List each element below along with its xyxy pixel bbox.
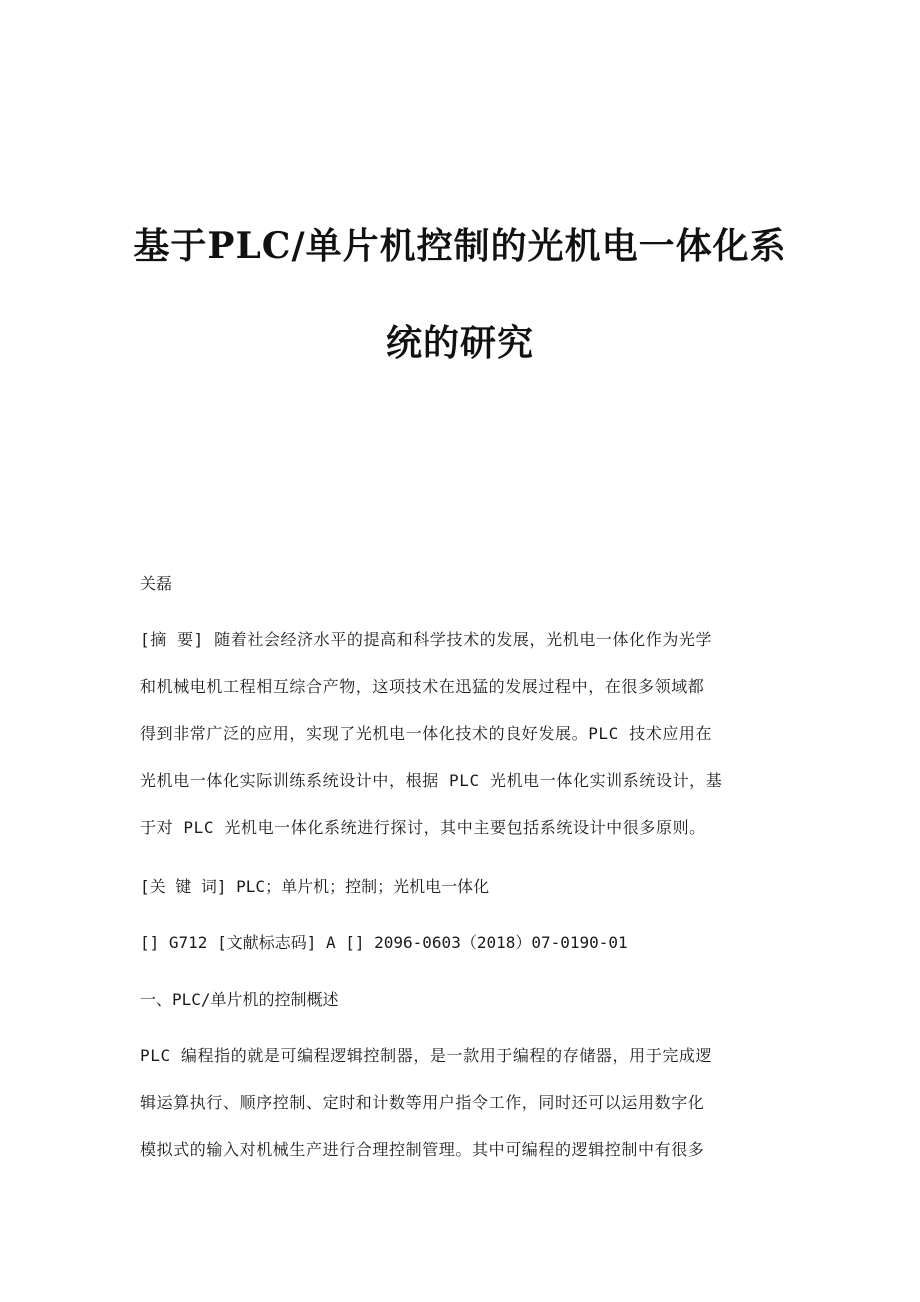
section-heading: 一、PLC/单片机的控制概述 <box>140 990 339 1009</box>
abstract-line: 于对 PLC 光机电一体化系统进行探讨，其中主要包括系统设计中很多原则。 <box>140 818 706 837</box>
section-line: 辑运算执行、顺序控制、定时和计数等用户指令工作，同时还可以运用数字化 <box>140 1093 705 1112</box>
section-line: 模拟式的输入对机械生产进行合理控制管理。其中可编程的逻辑控制中有很多 <box>140 1140 705 1159</box>
abstract-line: 光机电一体化实际训练系统设计中，根据 PLC 光机电一体化实训系统设计，基 <box>140 771 723 790</box>
classification: [] G712 [文献标志码] A [] 2096-0603（2018）07-0190-01 <box>140 933 628 952</box>
title-line-2: 统的研究 <box>385 322 534 364</box>
abstract-line: [摘 要] 随着社会经济水平的提高和科学技术的发展，光机电一体化作为光学 <box>140 630 713 649</box>
abstract-line: 得到非常广泛的应用，实现了光机电一体化技术的良好发展。PLC 技术应用在 <box>140 724 713 743</box>
keywords: [关 键 词] PLC；单片机；控制；光机电一体化 <box>140 877 490 896</box>
title-line-1: 基于PLC/单片机控制的光机电一体化系 <box>133 225 787 267</box>
author: 关磊 <box>140 574 173 593</box>
section-line: PLC 编程指的就是可编程逻辑控制器，是一款用于编程的存储器，用于完成逻 <box>140 1046 713 1065</box>
abstract-line: 和机械电机工程相互综合产物，这项技术在迅猛的发展过程中，在很多领域都 <box>140 677 705 696</box>
